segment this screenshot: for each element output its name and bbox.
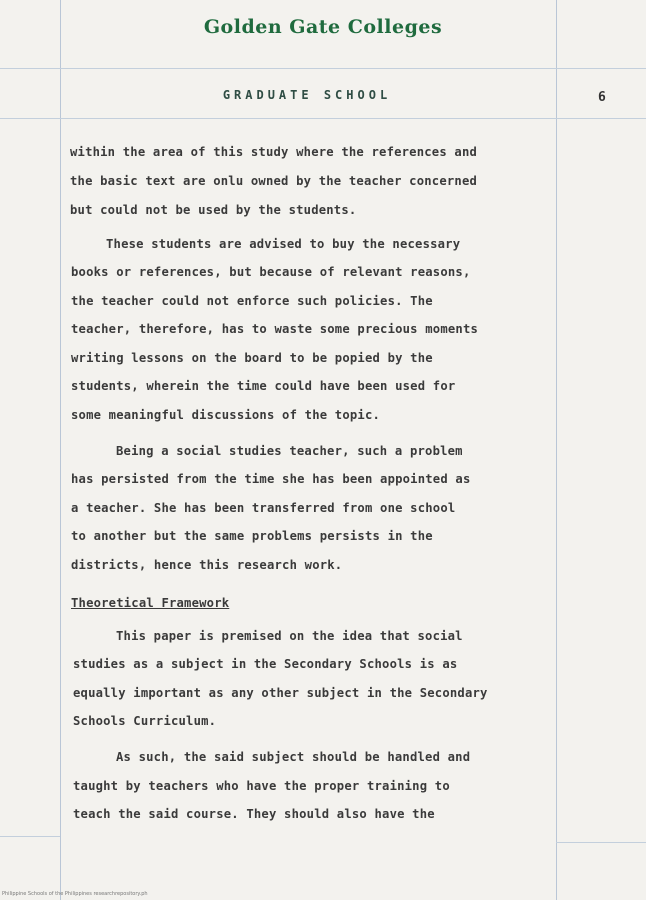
text-line: Schools Curriculum. xyxy=(73,714,217,728)
text-line: books or references, but because of relevant reasons, xyxy=(71,265,471,279)
text-line: the basic text are onlu owned by the teacher concerned xyxy=(70,174,478,188)
text-line: As such, the said subject should be handled and xyxy=(116,750,471,764)
footer-text: Philippine Schools of the Philippines researchrepository.ph xyxy=(2,891,148,897)
margin-rule-right xyxy=(556,0,557,900)
text-line: within the area of this study where the references and xyxy=(70,145,478,159)
text-line: a teacher. She has been transferred from one school xyxy=(71,501,456,515)
text-line: studies as a subject in the Secondary Schools is as xyxy=(73,657,458,671)
text-line: equally important as any other subject in the Secondary xyxy=(73,686,488,700)
text-line: Being a social studies teacher, such a problem xyxy=(116,444,463,458)
text-line: has persisted from the time she has been appointed as xyxy=(71,472,471,486)
text-line: but could not be used by the students. xyxy=(70,203,357,217)
text-line: the teacher could not enforce such policies. The xyxy=(71,294,433,308)
section-heading: Theoretical Framework xyxy=(71,596,230,610)
page-rule xyxy=(556,842,646,843)
text-line: teach the said course. They should also have the xyxy=(73,807,435,821)
text-line: teacher, therefore, has to waste some precious moments xyxy=(71,322,479,336)
page-rule xyxy=(0,68,646,69)
text-line: some meaningful discussions of the topic. xyxy=(71,408,381,422)
page-rule xyxy=(0,836,60,837)
text-line: writing lessons on the board to be popied by the xyxy=(71,351,433,365)
text-line: This paper is premised on the idea that social xyxy=(116,629,463,643)
page-number: 6 xyxy=(598,90,606,105)
text-line: taught by teachers who have the proper training to xyxy=(73,779,450,793)
text-line: students, wherein the time could have been used for xyxy=(71,379,456,393)
margin-rule-left xyxy=(60,0,61,900)
text-line: These students are advised to buy the necessary xyxy=(106,237,461,251)
page-rule xyxy=(0,118,646,119)
college-name: Golden Gate Colleges xyxy=(203,16,443,38)
school-name: GRADUATE SCHOOL xyxy=(222,88,392,102)
text-line: districts, hence this research work. xyxy=(71,558,343,572)
text-line: to another but the same problems persists in the xyxy=(71,529,433,543)
